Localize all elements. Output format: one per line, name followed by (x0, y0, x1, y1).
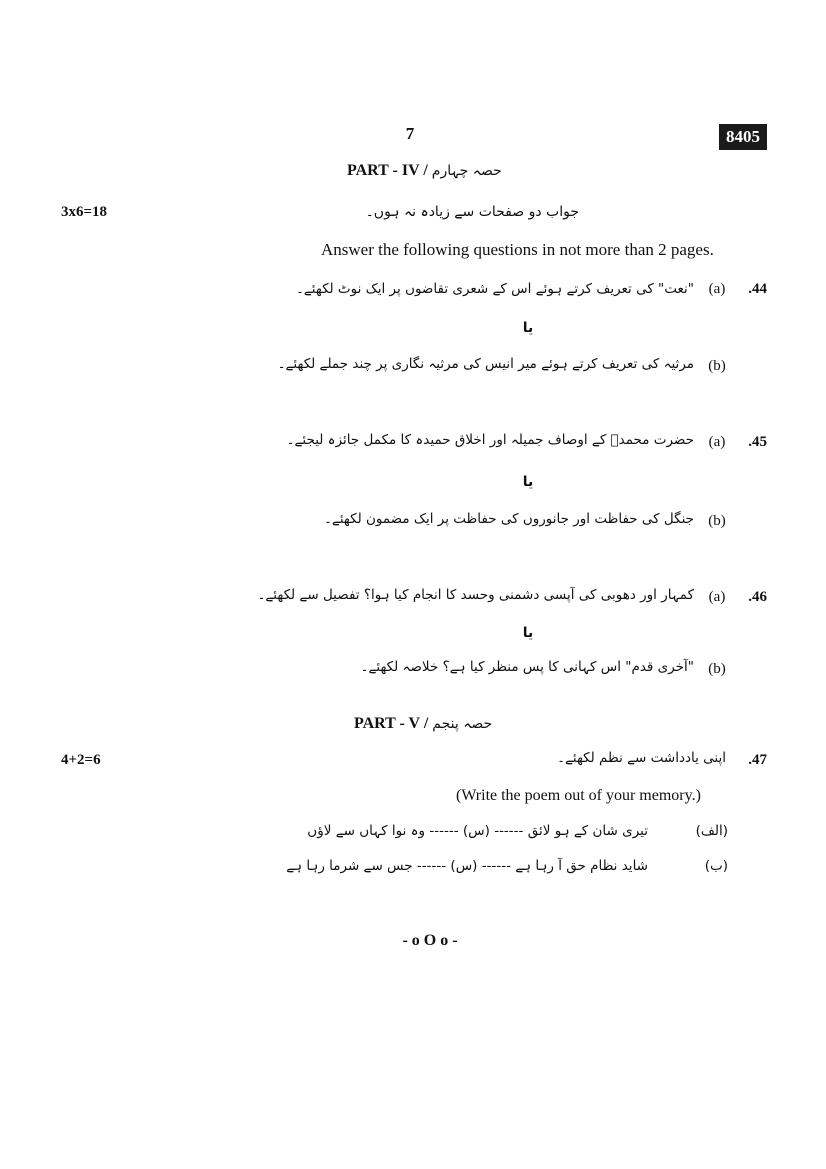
question-45-or: یا (522, 474, 534, 490)
poem-line-1-text: تیری شان کے ہو لائق ------ (س) ------ وہ نوا کہاں سے لاؤں (307, 823, 648, 839)
question-46-option-b-label: (b) (708, 661, 726, 677)
question-46-option-b-text: "آخری قدم" اس کہانی کا پس منظر کیا ہے؟ خلاصہ لکھئے۔ (360, 659, 694, 675)
paper-code-badge: 8405 (719, 124, 767, 150)
part-4-heading (347, 162, 502, 180)
part-5-heading (354, 715, 492, 733)
question-45-option-b-text: جنگل کی حفاظت اور جانوروں کی حفاظت پر ایک مضمون لکھئے۔ (324, 511, 694, 527)
part-4-title-urdu: حصہ چہارم (431, 163, 502, 179)
part-5-marks: 4+2=6 (61, 752, 101, 768)
question-45-option-b-label: (b) (708, 513, 726, 529)
poem-line-2-text: شاید نظام حق آ رہا ہے ------ (س) ------ جس سے شرما رہا ہے (286, 858, 648, 874)
question-46-number: .46 (748, 589, 767, 605)
page-number: 7 (405, 124, 415, 143)
question-46-option-a-label: (a) (708, 589, 726, 605)
question-44-option-b-label: (b) (708, 358, 726, 374)
poem-line-1-label: (الف) (695, 823, 728, 839)
part-5-title: PART - V / (354, 715, 429, 732)
question-45-option-a-label: (a) (708, 434, 726, 450)
part-4-instruction-english: Answer the following questions in not more than 2 pages. (321, 240, 714, 259)
question-46-option-a-text: کمہار اور دھوبی کی آپسی دشمنی وحسد کا انجام کیا ہوا؟ تفصیل سے لکھئے۔ (257, 587, 694, 603)
part-4-marks: 3x6=18 (61, 204, 108, 220)
end-of-paper-mark: - o O o - (402, 932, 458, 949)
question-47-text: اپنی یادداشت سے نظم لکھئے۔ (557, 750, 726, 766)
question-44-option-b-text: مرثیہ کی تعریف کرتے ہوئے میر انیس کی مرثیہ نگاری پر چند جملے لکھئے۔ (277, 356, 694, 372)
part-4-instruction-urdu: جواب دو صفحات سے زیادہ نہ ہوں۔ (365, 204, 579, 220)
question-45-option-a-text: حضرت محمدؐ کے اوصاف جمیلہ اور اخلاق حمیدہ کا مکمل جائزہ لیجئے۔ (286, 432, 694, 448)
question-44-option-a-text: "نعت" کی تعریف کرتے ہوئے اس کے شعری تقاضوں پر ایک نوٹ لکھئے۔ (295, 281, 694, 297)
question-47-number: .47 (748, 752, 767, 768)
question-44-option-a-label: (a) (708, 281, 726, 297)
question-44-number: .44 (748, 281, 767, 297)
question-45-number: .45 (748, 434, 767, 450)
poem-line-2-label: (ب) (704, 858, 728, 874)
part-5-title-urdu: حصہ پنجم (432, 716, 493, 732)
question-47-instruction-english: (Write the poem out of your memory.) (456, 787, 701, 804)
part-4-title: PART - IV / (347, 162, 428, 179)
question-44-or: یا (522, 320, 534, 336)
question-46-or: یا (522, 625, 534, 641)
